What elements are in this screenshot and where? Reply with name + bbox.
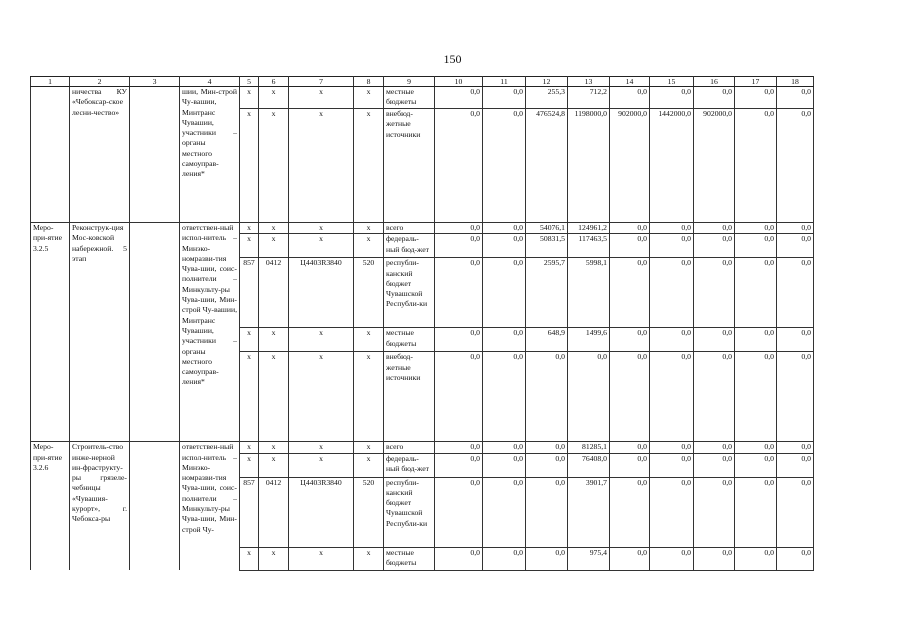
budget-table [30,76,814,571]
cell-c14: 0,0 [610,477,650,547]
cell-c16: 0,0 [694,453,735,477]
cell-c18: 0,0 [777,477,814,547]
cell-c10: 0,0 [435,453,483,477]
cell-c8: x [354,87,384,109]
cell-c11: 0,0 [483,223,526,234]
cell-c8: x [354,442,384,453]
cell-c13: 975,4 [568,547,610,570]
cell-c12: 50831,5 [526,234,568,258]
empty-cell [130,223,180,442]
cell-c15: 0,0 [650,453,694,477]
header-cell: 9 [384,77,435,87]
page-number: 150 [443,52,462,66]
cell-c12: 2595,7 [526,258,568,328]
cell-c7: x [289,547,354,570]
event-number-cell: Меро-при-ятие 3.2.6 [31,442,70,570]
table-row [31,223,814,234]
header-row [31,77,814,87]
cell-c9: местные бюджеты [384,87,435,109]
event-name-cell: Строитель-ство инже-нерной ин-фраструкту-ры грязеле-чебницы «Чувашия-курорт», г. Чебокса-ры [70,442,130,570]
cell-c13: 1198000,0 [568,109,610,223]
cell-c10: 0,0 [435,234,483,258]
header-cell: 7 [289,77,354,87]
header-cell: 10 [435,77,483,87]
cell-c11: 0,0 [483,453,526,477]
cell-c9: внебюд-жетные источники [384,352,435,442]
cell-c18: 0,0 [777,258,814,328]
cell-c13: 0,0 [568,352,610,442]
cell-c9: всего [384,223,435,234]
cell-c12: 255,3 [526,87,568,109]
cell-c17: 0,0 [735,234,777,258]
cell-c7: Ц4403R3840 [289,477,354,547]
cell-c16: 0,0 [694,477,735,547]
event-number-cell: Меро-при-ятие 3.2.5 [31,223,70,442]
header-cell: 4 [180,77,240,87]
cell-c18: 0,0 [777,442,814,453]
cell-c5: x [240,442,259,453]
cell-c16: 0,0 [694,234,735,258]
cell-c16: 0,0 [694,223,735,234]
cell-c15: 0,0 [650,87,694,109]
cell-c18: 0,0 [777,87,814,109]
cell-c13: 117463,5 [568,234,610,258]
cell-c10: 0,0 [435,477,483,547]
cell-c5: x [240,328,259,352]
cell-c16: 902000,0 [694,109,735,223]
cell-c15: 0,0 [650,328,694,352]
cell-c6: x [259,547,289,570]
cell-c11: 0,0 [483,109,526,223]
cell-c17: 0,0 [735,442,777,453]
cell-c15: 1442000,0 [650,109,694,223]
cell-c9: федераль-ный бюд-жет [384,453,435,477]
cell-c8: x [354,223,384,234]
cell-c9: внебюд-жетные источники [384,109,435,223]
cell-c18: 0,0 [777,223,814,234]
cell-c7: x [289,87,354,109]
cell-c15: 0,0 [650,258,694,328]
cell-c5: x [240,234,259,258]
cell-c18: 0,0 [777,328,814,352]
cell-c16: 0,0 [694,547,735,570]
executor-cell: ответствен-ный испол-нитель – Минэко-номразви-тия Чува-шии, соис-полнители – Минкульту-ры Чува-шии, Мин-строй Чу-вашии, Минтранс Чувашии, участники – органы местного самоуправ-ления* [180,223,240,442]
cell-c8: x [354,453,384,477]
cell-c12: 0,0 [526,547,568,570]
cell-c14: 0,0 [610,547,650,570]
cell-c17: 0,0 [735,223,777,234]
cell-c6: 0412 [259,258,289,328]
cell-c10: 0,0 [435,352,483,442]
cell-c6: x [259,442,289,453]
cell-c13: 3901,7 [568,477,610,547]
cell-c18: 0,0 [777,109,814,223]
cell-c9: местные бюджеты [384,328,435,352]
cell-c10: 0,0 [435,442,483,453]
cell-c8: x [354,109,384,223]
cell-c9: федераль-ный бюд-жет [384,234,435,258]
cell-c11: 0,0 [483,477,526,547]
cell-c6: x [259,87,289,109]
cell-c16: 0,0 [694,258,735,328]
cell-c11: 0,0 [483,258,526,328]
cell-c7: x [289,453,354,477]
cell-c14: 0,0 [610,453,650,477]
executor-cell: шии, Мин-строй Чу-вашии, Минтранс Чувашии, участники – органы местного самоуправ-ления* [180,87,240,223]
cell-c5: x [240,352,259,442]
cell-c11: 0,0 [483,547,526,570]
cell-c13: 1499,6 [568,328,610,352]
cell-c18: 0,0 [777,547,814,570]
cell-c14: 0,0 [610,328,650,352]
cell-c5: x [240,87,259,109]
cell-c12: 648,9 [526,328,568,352]
cell-c8: x [354,328,384,352]
header-cell: 6 [259,77,289,87]
header-cell: 13 [568,77,610,87]
event-number-cell [31,87,70,223]
cell-c17: 0,0 [735,477,777,547]
cell-c5: x [240,453,259,477]
cell-c14: 0,0 [610,258,650,328]
cell-c17: 0,0 [735,109,777,223]
cell-c12: 54076,1 [526,223,568,234]
cell-c7: x [289,109,354,223]
header-cell: 18 [777,77,814,87]
executor-cell: ответствен-ный испол-нитель – Минэко-номразви-тия Чува-шии, соис-полнители – Минкульту-ры Чува-шии, Мин-строй Чу- [180,442,240,570]
cell-c9: всего [384,442,435,453]
cell-c15: 0,0 [650,547,694,570]
header-cell: 12 [526,77,568,87]
cell-c7: x [289,328,354,352]
cell-c15: 0,0 [650,223,694,234]
cell-c8: x [354,352,384,442]
header-cell: 15 [650,77,694,87]
cell-c13: 712,2 [568,87,610,109]
cell-c7: Ц4403R3840 [289,258,354,328]
cell-c13: 124961,2 [568,223,610,234]
cell-c10: 0,0 [435,87,483,109]
cell-c8: 520 [354,258,384,328]
cell-c14: 0,0 [610,87,650,109]
cell-c8: 520 [354,477,384,547]
cell-c18: 0,0 [777,352,814,442]
cell-c16: 0,0 [694,328,735,352]
cell-c13: 81285,1 [568,442,610,453]
cell-c14: 902000,0 [610,109,650,223]
cell-c10: 0,0 [435,258,483,328]
cell-c17: 0,0 [735,328,777,352]
header-cell: 14 [610,77,650,87]
cell-c6: x [259,223,289,234]
cell-c10: 0,0 [435,547,483,570]
header-cell: 2 [70,77,130,87]
header-cell: 17 [735,77,777,87]
empty-cell [130,87,180,223]
cell-c7: x [289,223,354,234]
cell-c16: 0,0 [694,442,735,453]
cell-c12: 0,0 [526,477,568,547]
cell-c11: 0,0 [483,87,526,109]
cell-c12: 0,0 [526,352,568,442]
cell-c13: 76408,0 [568,453,610,477]
cell-c10: 0,0 [435,223,483,234]
cell-c11: 0,0 [483,234,526,258]
cell-c17: 0,0 [735,352,777,442]
cell-c16: 0,0 [694,87,735,109]
table-row [31,442,814,453]
cell-c5: x [240,547,259,570]
cell-c10: 0,0 [435,109,483,223]
header-cell: 16 [694,77,735,87]
cell-c5: x [240,223,259,234]
cell-c10: 0,0 [435,328,483,352]
cell-c5: x [240,109,259,223]
header-cell: 3 [130,77,180,87]
cell-c16: 0,0 [694,352,735,442]
cell-c14: 0,0 [610,234,650,258]
event-name-cell: Реконструк-ция Мос-ковской набережной. 5 этап [70,223,130,442]
cell-c15: 0,0 [650,477,694,547]
cell-c13: 5998,1 [568,258,610,328]
empty-cell [130,442,180,570]
event-name-cell: ничества КУ «Чебоксар-ское лесни-чество» [70,87,130,223]
header-cell: 1 [31,77,70,87]
cell-c9: республи-канский бюджет Чувашской Республи-ки [384,258,435,328]
cell-c7: x [289,352,354,442]
cell-c5: 857 [240,258,259,328]
cell-c11: 0,0 [483,328,526,352]
cell-c12: 476524,8 [526,109,568,223]
cell-c15: 0,0 [650,352,694,442]
cell-c6: x [259,453,289,477]
header-cell: 5 [240,77,259,87]
cell-c17: 0,0 [735,453,777,477]
cell-c15: 0,0 [650,442,694,453]
cell-c18: 0,0 [777,453,814,477]
header-cell: 11 [483,77,526,87]
cell-c7: x [289,234,354,258]
cell-c14: 0,0 [610,352,650,442]
cell-c14: 0,0 [610,442,650,453]
cell-c8: x [354,547,384,570]
cell-c11: 0,0 [483,442,526,453]
cell-c6: 0412 [259,477,289,547]
cell-c15: 0,0 [650,234,694,258]
cell-c8: x [354,234,384,258]
cell-c14: 0,0 [610,223,650,234]
cell-c12: 0,0 [526,453,568,477]
cell-c9: местные бюджеты [384,547,435,570]
cell-c12: 0,0 [526,442,568,453]
cell-c6: x [259,352,289,442]
cell-c11: 0,0 [483,352,526,442]
cell-c6: x [259,109,289,223]
cell-c18: 0,0 [777,234,814,258]
cell-c17: 0,0 [735,258,777,328]
cell-c17: 0,0 [735,87,777,109]
header-cell: 8 [354,77,384,87]
cell-c17: 0,0 [735,547,777,570]
cell-c6: x [259,328,289,352]
cell-c5: 857 [240,477,259,547]
cell-c9: республи-канский бюджет Чувашской Республи-ки [384,477,435,547]
cell-c6: x [259,234,289,258]
table-row [31,87,814,109]
cell-c7: x [289,442,354,453]
